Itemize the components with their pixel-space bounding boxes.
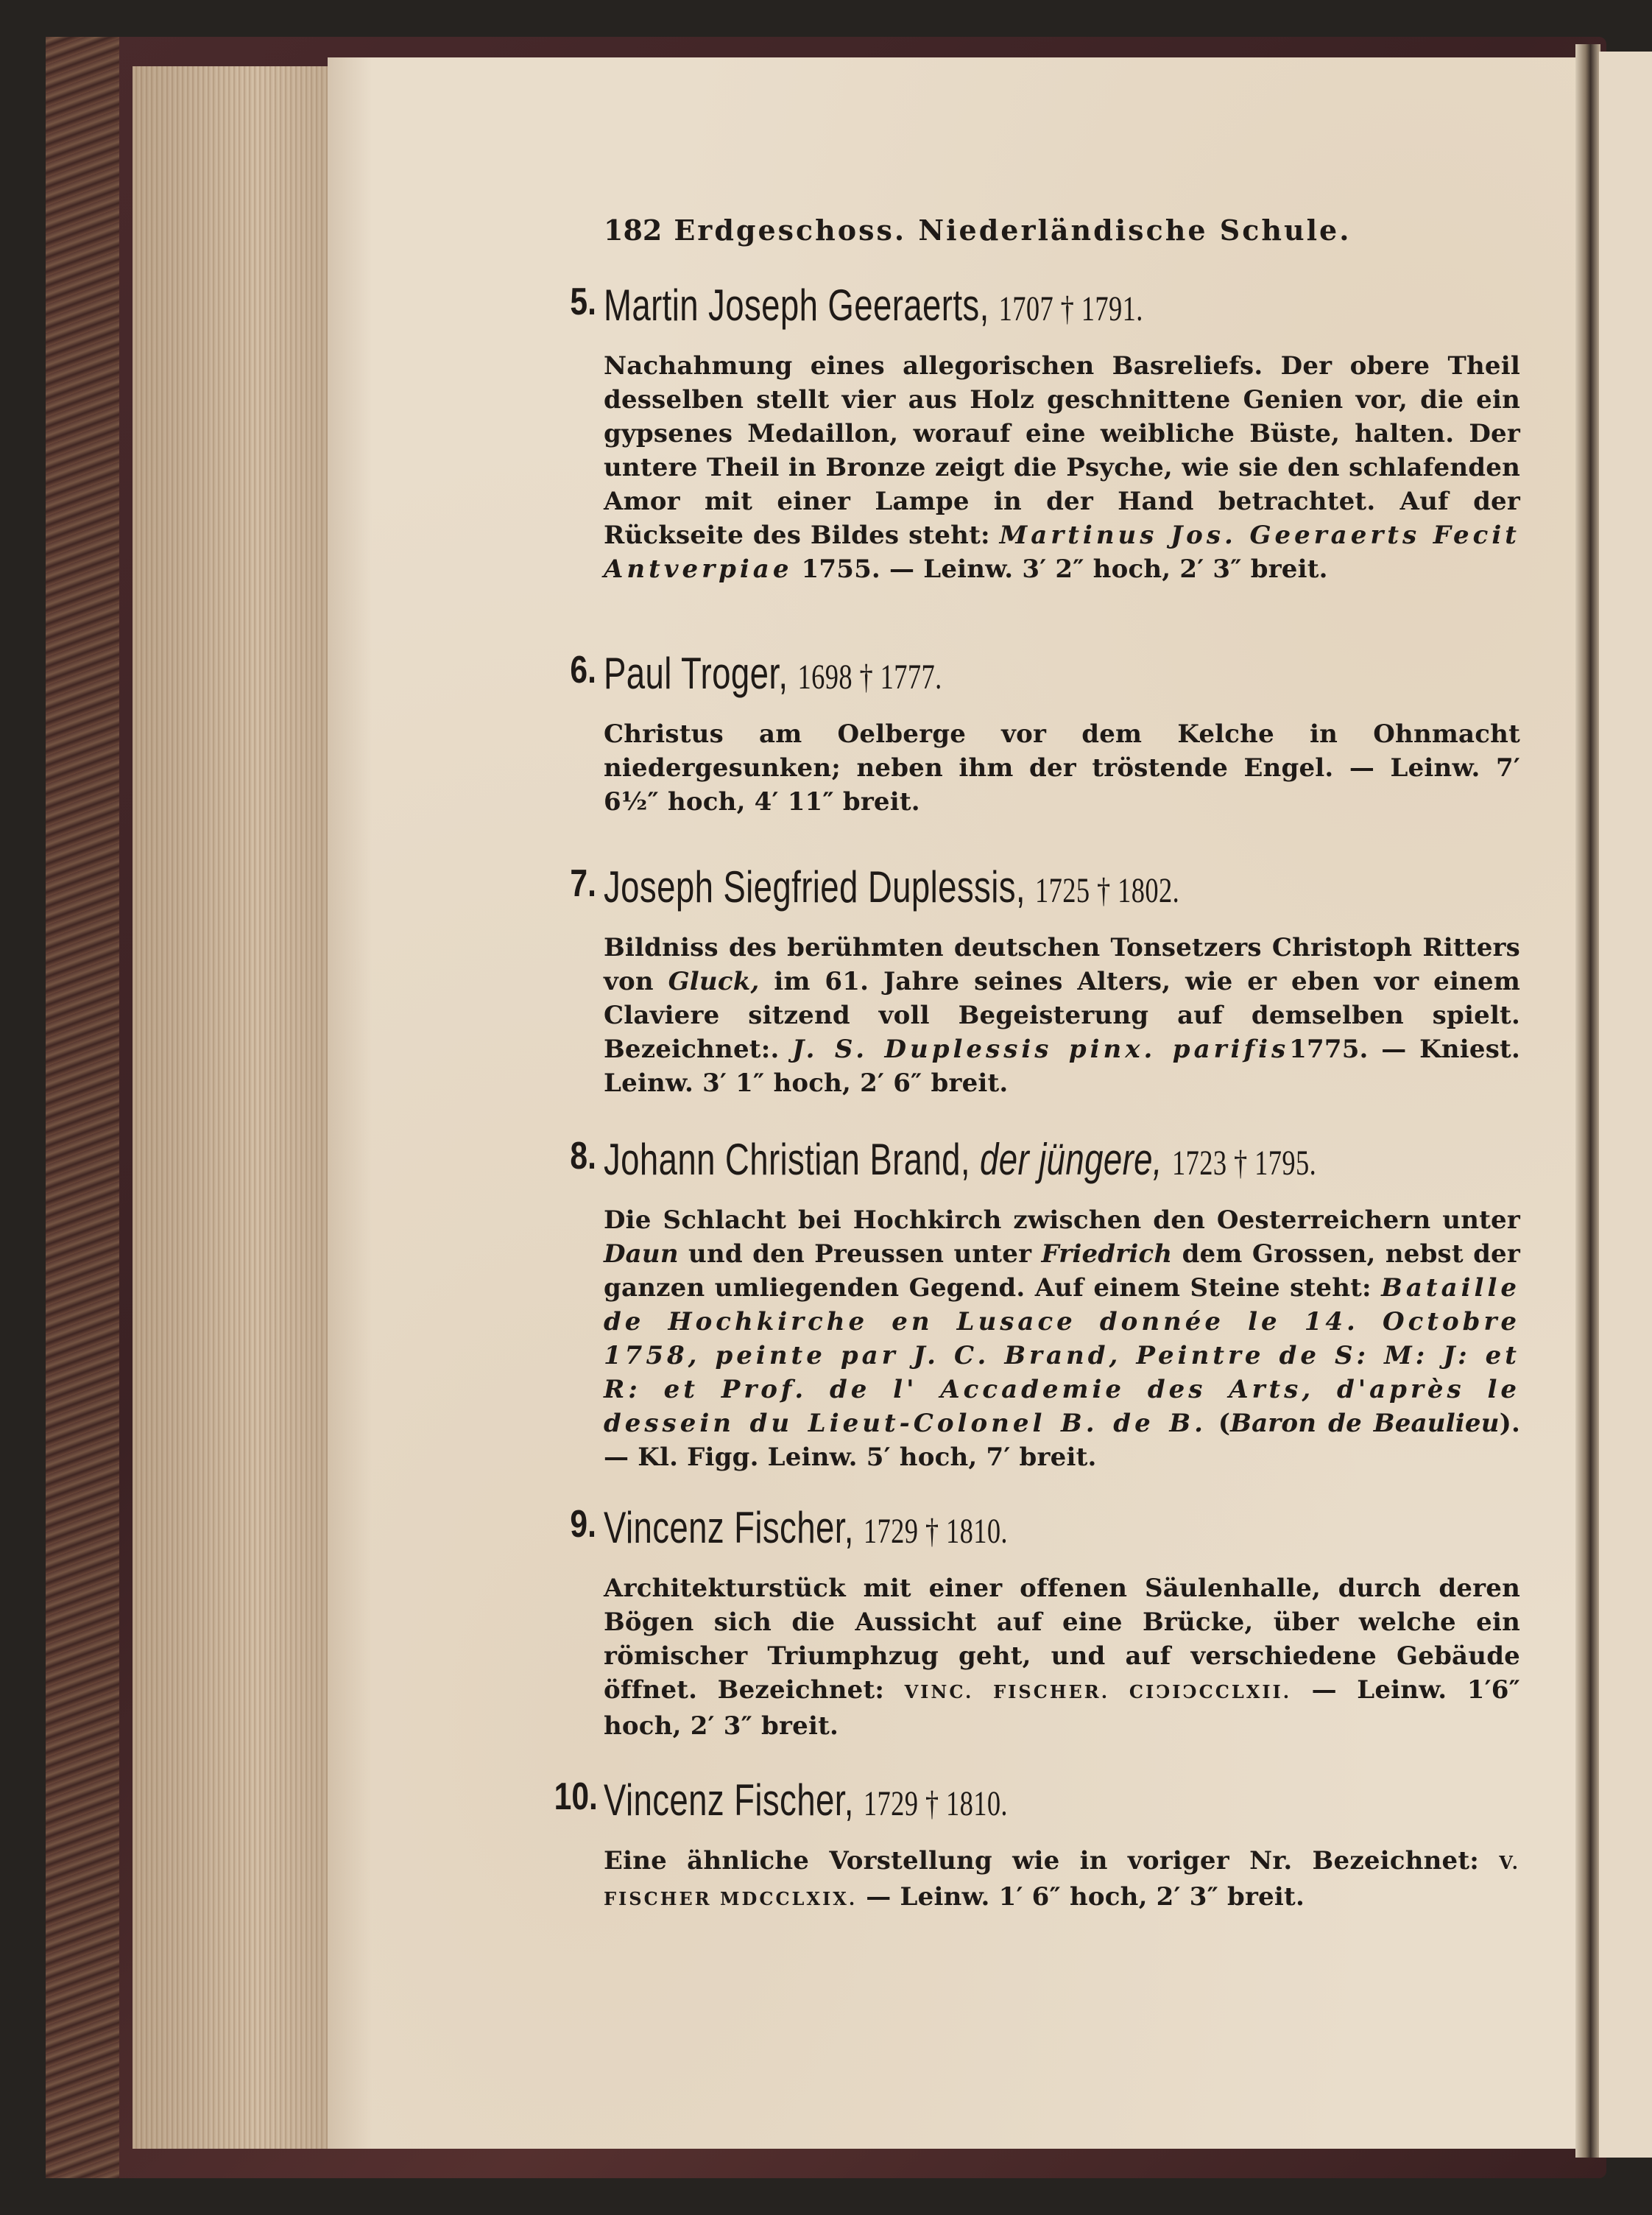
entry-heading — [570, 1502, 1520, 1560]
entry-heading — [570, 862, 1520, 919]
catalog-entry — [570, 280, 1521, 586]
desc-text: ( — [1206, 1409, 1231, 1438]
desc-signature: VINC. FISCHER. CIↃIↃCCLXII. — [904, 1681, 1292, 1702]
entry-number: 10. — [554, 1775, 598, 1818]
page-number: 182 — [604, 214, 663, 247]
desc-text: 1775. — Kniest. Leinw. 3′ 1″ hoch, 2′ 6″ breit. — [604, 1035, 1520, 1098]
desc-inscription: J. S. Duplessis pinx. parifis — [792, 1035, 1290, 1064]
entry-number: 9. — [570, 1503, 596, 1546]
desc-italic: Friedrich — [1041, 1239, 1173, 1269]
entry-artist-line — [604, 1775, 1008, 1825]
artist-dates: 1729 † 1810. — [863, 1512, 1008, 1551]
artist-epithet: der jüngere, — [980, 1135, 1162, 1184]
desc-text: Architekturstück mit einer offenen Säulenhalle, durch deren Bögen sich die Aussicht auf eine Brücke, über welche ein römischer Triumphzug geht, und auf verschiedene Gebäude öffnet. Bezeichnet: — [604, 1574, 1520, 1705]
catalog-entry — [570, 862, 1520, 1100]
desc-italic: Gluck, — [668, 967, 760, 996]
entry-number: 5. — [570, 281, 596, 323]
running-header — [604, 214, 1524, 247]
desc-text: ). — Kl. Figg. Leinw. 5′ hoch, 7′ breit. — [604, 1409, 1521, 1472]
entry-number: 6. — [570, 649, 596, 691]
desc-signature: V. FISCHER MDCCLXIX. — [604, 1852, 1520, 1909]
entry-description — [604, 1571, 1520, 1743]
book-cover-edge — [46, 37, 119, 2178]
artist-dates: 1723 † 1795. — [1171, 1144, 1317, 1183]
artist-name: Martin Joseph Geeraerts, — [604, 281, 989, 330]
entry-heading — [570, 648, 1520, 705]
artist-name: Vincenz Fischer, — [604, 1775, 854, 1825]
artist-dates: 1725 † 1802. — [1035, 871, 1180, 910]
desc-italic: Baron de Beaulieu — [1230, 1409, 1500, 1438]
artist-name: Vincenz Fischer, — [604, 1503, 854, 1552]
entry-number: 7. — [570, 862, 596, 905]
entry-heading — [554, 1775, 1520, 1832]
entry-artist-line — [604, 862, 1179, 912]
desc-text: im 61. Jahre seines Alters, wie er eben vor einem Claviere sitzend voll Begeisterung auf demselben spielt. Bezeichnet:. — [604, 967, 1520, 1064]
desc-text: — Leinw. 1′6″ hoch, 2′ 3″ breit. — [604, 1675, 1520, 1741]
artist-name: Johann Christian Brand, — [604, 1135, 970, 1184]
artist-name: Joseph Siegfried Duplessis, — [604, 862, 1026, 912]
desc-text: dem Grossen, nebst der ganzen umliegenden Gegend. Auf einem Steine steht: — [604, 1239, 1520, 1303]
entry-description — [604, 931, 1520, 1100]
entry-artist-line — [604, 1134, 1316, 1185]
entry-heading — [570, 1134, 1520, 1191]
entry-number: 8. — [570, 1135, 596, 1177]
entry-description — [604, 1203, 1520, 1474]
artist-dates: 1707 † 1791. — [998, 289, 1143, 328]
entry-description — [604, 717, 1520, 819]
desc-text: 1755. — Leinw. 3′ 2″ hoch, 2′ 3″ breit. — [792, 554, 1328, 584]
desc-inscription: Bataille de Hochkirche en Lusace donnée le 14. Octobre 1758, peinte par J. C. Brand, Peintre de S: M: J: et R: et Prof. de l' Accademie des Arts, d'après le dessein du Lieut-Colonel B. de B. — [604, 1273, 1520, 1438]
catalog-entry — [570, 1502, 1520, 1743]
desc-text: Christus am Oelberge vor dem Kelche in Ohnmacht niedergesunken; neben ihm der tröstende Engel. — Leinw. 7′ 6½″ hoch, 4′ 11″ breit. — [604, 719, 1520, 817]
catalog-entry — [570, 1134, 1521, 1474]
entry-artist-line — [604, 280, 1143, 331]
entry-artist-line — [604, 648, 942, 699]
desc-text: und den Preussen unter — [678, 1239, 1042, 1269]
catalog-entry — [554, 1775, 1520, 1916]
artist-name: Paul Troger, — [604, 649, 788, 698]
artist-dates: 1698 † 1777. — [797, 658, 942, 697]
facing-page-edge — [1599, 52, 1652, 2158]
desc-italic: Daun — [604, 1239, 679, 1269]
desc-text: — Leinw. 1′ 6″ hoch, 2′ 3″ breit. — [857, 1882, 1305, 1912]
catalog-entry — [570, 648, 1520, 819]
desc-text: Die Schlacht bei Hochkirch zwischen den Oesterreichern unter — [604, 1205, 1520, 1235]
book-gutter — [1575, 44, 1600, 2158]
entry-description — [604, 349, 1520, 586]
entry-heading — [570, 280, 1520, 337]
desc-text: Nachahmung eines allegorischen Basreliefs. Der obere Theil desselben stellt vier aus Holz geschnittene Genien vor, die ein gypsenes Medaillon, worauf eine weibliche Büste, halten. Der untere Theil in Bronze zeigt die Psyche, wie sie den schlafenden Amor mit einer Lampe in der Hand betrachtet. Auf der Rückseite des Bildes steht: — [604, 351, 1520, 550]
entry-description — [604, 1844, 1520, 1916]
artist-dates: 1729 † 1810. — [863, 1784, 1008, 1823]
desc-text: Eine ähnliche Vorstellung wie in voriger Nr. Bezeichnet: — [604, 1846, 1500, 1876]
header-title: Erdgeschoss. Niederländische Schule. — [674, 214, 1352, 247]
desc-text: Bildniss des berühmten deutschen Tonsetzers Christoph Ritters von — [604, 933, 1520, 996]
entry-artist-line — [604, 1502, 1008, 1553]
page-stack-shade — [133, 66, 342, 2149]
desc-inscription: Martinus Jos. Geeraerts Fecit Antverpiae — [604, 521, 1521, 584]
